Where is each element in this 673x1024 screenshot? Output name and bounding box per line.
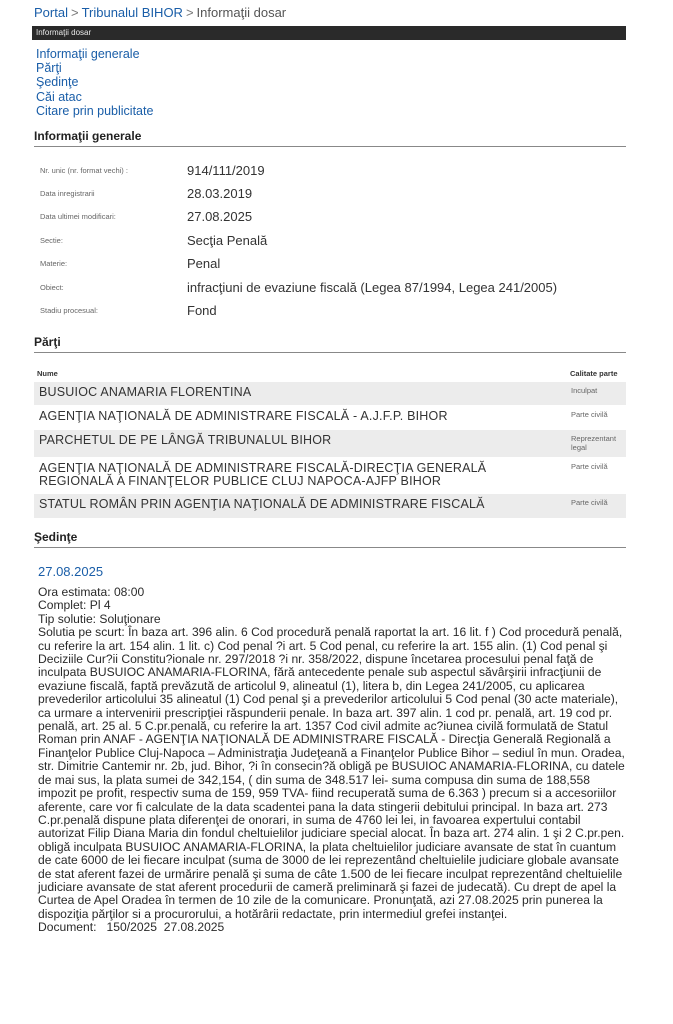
sedinta-ora: Ora estimata: 08:00 — [38, 585, 145, 599]
table-row — [34, 406, 626, 429]
sedinta-complet: Complet: Pl 4 — [38, 598, 111, 613]
party-role: Parte civilă — [571, 498, 608, 507]
page-header-bar: Informaţii dosar — [32, 26, 626, 40]
party-name: AGENŢIA NAŢIONALĂ DE ADMINISTRARE FISCALĂ-DIRECŢIA GENERALĂ REGIONALĂ A FINANŢELOR PUBLICE CLUJ NAPOCA-AJFP BIHOR — [39, 461, 487, 488]
info-label: Stadiu procesual: — [40, 306, 98, 315]
section-title-parti: Părţi — [34, 335, 626, 353]
sedinta-solutie: Solutia pe scurt: În baza art. 396 alin. 6 Cod procedură penală raportat la art. 16 lit. f ) Cod procedură penală, cu referire la art. 154 alin. 1 lit. c) Cod penal ?i art. 5 Cod penal, cu referire la art. 155 alin. (1) Cod penal şi Deciziile Cur?ii Constitu?ionale nr. 297/2018 ?i nr. 358/2022, dispune încetarea procesului penal faţă de inculpata BUSUIOC ANAMARIA-FLORINA, fără antecedente penale sub aspectul săvârşirii infracţiunii de evaziune fiscală, faptă prevăzută de articolul 9, alineatul (1), litera b, din Legea 241/2005, cu aplicarea prevederilor articolului 35 alineatul (1) Cod penal şi a prevederilor articolului 5 Cod penal (30 acte materiale), ca urmare a intervenirii prescripţiei răspunderii penale. In baza art. 397 alin. 1 cod pr. penală, art. 19 cod pr. penală, art. 25 al. 5 C.pr.penală, cu referire la art. 1357 Cod civil admite ac?iunea civilă formulată de Statul Roman prin ANAF - AGENŢIA NAŢIONALĂ DE ADMINISTRARE FISCALĂ - Direcţia Generală Regională a Finanţelor Publice Cluj-Napoca – Administraţia Judeţeană a Finanţelor Publice Bihor – sediul în mun. Oradea, str. Dimitrie Cantemir nr. 2b, jud. Bihor, ?i în consecin?ă obligă pe BUSUIOC ANAMARIA-FLORINA, cu datele de mai sus, la plata sumei de 342,154, ( din suma de 348.517 lei- suma compusa din suma de 188,558 impozit pe profit, respectiv suma de 159, 959 TVA- fiind recuperată suma de 6.363 ) precum si a accesoriilor aferente, care vor fi calculate de la data scadentei pana la data stingerii debitului principal. In baza art. 273 C.pr.penală dispune plata diferenţei de onorari, in suma de 4760 lei lei, in favoarea expertului contabil autorizat Filip Diana Maria din fondul cheltuielilor judiciare special alocat. În baza art. 274 alin. 1 şi 2 C.pr.pen. obligă inculpata BUSUIOC ANAMARIA-FLORINA, la plata cheltuielilor judiciare avansate de stat în cuantum de cate 6000 de lei fiecare inculpat (suma de 3000 de lei reprezentând cheltuielile judiciare globale avansate de stat aferent fazei de urmărire penală şi suma de câte 1.500 de lei fiecare inculpat reprezentând cheltuielile judiciare avansate de stat aferent procedurii de cameră preliminară şi fazei de judecată). Cu drept de apel la Curtea de Apel Oradea în termen de 10 zile de la comunicare. Pronunţată, azi 27.08.2025 prin punerea la dispoziţia părţilor si a procurorului, a hotărârii redactate, prin intermediul grefei instanţei. — [38, 625, 625, 921]
table-row — [34, 382, 626, 405]
toc-link-parti[interactable]: Părţi — [36, 61, 62, 76]
party-name: PARCHETUL DE PE LÂNGĂ TRIBUNALUL BIHOR — [39, 433, 332, 447]
info-label: Data inregistrarii — [40, 189, 95, 198]
section-title-sedinte: Şedinţe — [34, 530, 626, 548]
info-label: Nr. unic (nr. format vechi) : — [40, 166, 128, 175]
party-role: Parte civilă — [571, 410, 608, 419]
breadcrumb-court-link[interactable]: Tribunalul BIHOR — [81, 5, 183, 20]
breadcrumb-separator: > — [70, 5, 79, 20]
party-name: BUSUIOC ANAMARIA FLORENTINA — [39, 385, 252, 399]
table-row — [34, 494, 626, 518]
sedinta-document: Document: 150/2025 27.08.2025 — [38, 920, 225, 935]
sedinta-tip-solutie: Tip solutie: Soluţionare — [38, 611, 161, 626]
info-value: infracţiuni de evaziune fiscală (Legea 87/1994, Legea 241/2005) — [187, 280, 558, 295]
party-name: STATUL ROMÂN PRIN AGENŢIA NAŢIONALĂ DE ADMINISTRARE FISCALĂ — [39, 497, 485, 511]
table-row — [34, 430, 626, 457]
info-label: Materie: — [40, 259, 68, 268]
breadcrumb-portal-link[interactable]: Portal — [34, 5, 68, 20]
section-title-general: Informaţii generale — [34, 129, 626, 147]
info-value: 28.03.2019 — [187, 186, 253, 201]
table-row — [34, 458, 626, 493]
breadcrumb-separator: > — [185, 5, 194, 20]
parti-table-header — [34, 369, 626, 381]
party-role: Inculpat — [571, 386, 598, 395]
info-value: 914/111/2019 — [187, 163, 265, 178]
party-role: Parte civilă — [571, 462, 608, 471]
info-value: Penal — [187, 256, 221, 271]
toc-link-cai-atac[interactable]: Căi atac — [36, 89, 82, 104]
column-header-calitate: Calitate parte — [570, 369, 618, 378]
sedinta-date: 27.08.2025 — [38, 564, 104, 579]
table-of-contents — [36, 47, 153, 118]
toc-link-citare-publicitate[interactable]: Citare prin publicitate — [36, 103, 154, 118]
breadcrumb — [34, 5, 286, 20]
toc-link-sedinte[interactable]: Şedinţe — [36, 75, 79, 90]
info-value: Secţia Penală — [187, 233, 268, 248]
sedinta-details — [38, 586, 628, 935]
info-label: Data ultimei modificari: — [40, 212, 116, 221]
toc-link-informatii-generale[interactable]: Informaţii generale — [36, 47, 140, 61]
info-label: Sectie: — [40, 236, 63, 245]
breadcrumb-current: Informaţii dosar — [196, 5, 287, 20]
column-header-nume: Nume — [37, 369, 58, 378]
info-value: Fond — [187, 303, 217, 318]
party-role: Reprezentant legal — [571, 434, 617, 452]
info-label: Obiect: — [40, 283, 64, 292]
party-name: AGENŢIA NAŢIONALĂ DE ADMINISTRARE FISCALĂ - A.J.F.P. BIHOR — [39, 409, 448, 423]
info-value: 27.08.2025 — [187, 209, 253, 224]
